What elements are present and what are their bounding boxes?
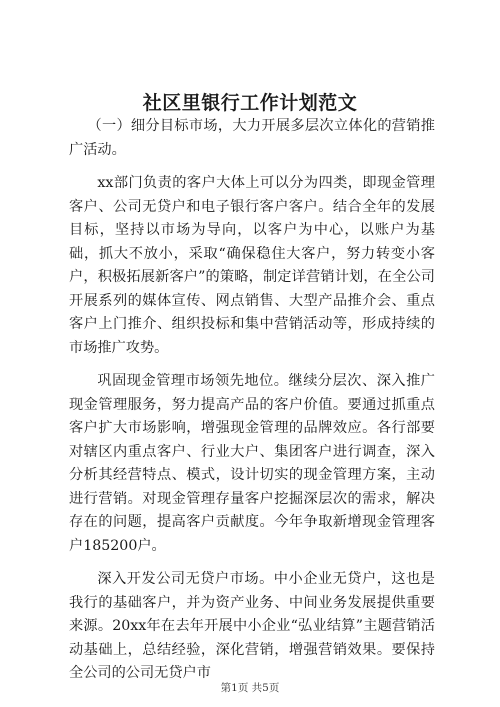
document-body [69, 115, 435, 696]
paragraph-4: 深入开发公司无贷户市场。中小企业无贷户，这也是我行的基础客户，并为资产业务、中间业务发展提供重要来源。20xx年在去年开展中小企业“弘业结算”主题营销活动基础上，总结经验，深化营销，增强营销效果。要保持全公司的公司无贷户市 [69, 571, 435, 681]
paragraph-1: （一）细分目标市场，大力开展多层次立体化的营销推广活动。 [69, 118, 435, 158]
paragraph-3: 巩固现金管理市场领先地位。继续分层次、深入推广现金管理服务，努力提高产品的客户价值。要通过抓重点客户扩大市场影响，增强现金管理的品牌效应。各行部要对辖区内重点客户、行业大户、集团客户进行调查，深入分析其经营特点、模式，设计切实的现金管理方案，主动进行营销。对现金管理存量客户挖掘深层次的需求，解决存在的问题，提高客户贡献度。今年争取新增现金管理客户185200户。 [69, 373, 435, 554]
document-title: 社区里银行工作计划范文 [142, 92, 358, 114]
paragraph-2: xx部门负责的客户大体上可以分为四类，即现金管理客户、公司无贷户和电子银行客户客户。结合全年的发展目标，坚持以市场为导向，以客户为中心，以账户为基础，抓大不放小，采取“确保稳住大客户，努力转变小客户，积极拓展新客户”的策略，制定详营销计划，在全公司开展系列的媒体宣传、网点销售、大型产品推介会、重点客户上门推介、组织投标和集中营销活动等，形成持续的市场推广攻势。 [69, 175, 435, 356]
page-footer: 第1页 共5页 [220, 682, 280, 694]
